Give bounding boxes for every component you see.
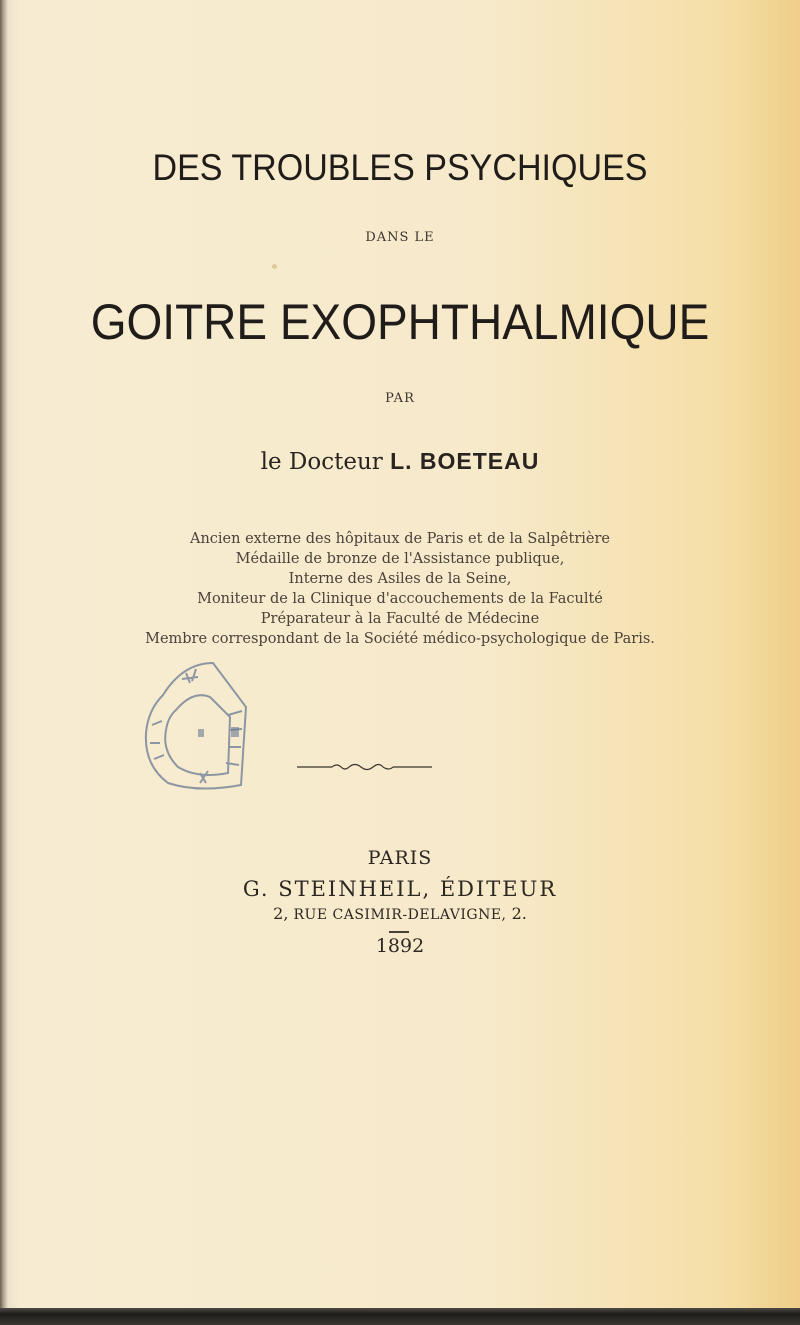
imprint-publisher: G. STEINHEIL, ÉDITEUR <box>242 877 558 901</box>
title-line-3: GOITRE EXOPHTHALMIQUE <box>90 294 710 350</box>
page-bottom-edge <box>0 1308 800 1325</box>
credential-line: Membre correspondant de la Société médico-psychologique de Paris. <box>145 631 655 647</box>
imprint-city: PARIS <box>367 847 433 869</box>
credential-line: Médaille de bronze de l'Assistance publique, <box>235 551 565 567</box>
author-name: L. BOETEAU <box>390 448 540 474</box>
by-label: PAR <box>385 391 415 406</box>
credential-line: Moniteur de la Clinique d'accouchements de la Faculté <box>197 591 603 607</box>
binding-edge <box>0 0 8 1325</box>
address-number: 2, <box>273 904 289 923</box>
title-line-1: DES TROUBLES PSYCHIQUES <box>152 147 648 188</box>
address-end: 2. <box>511 904 527 923</box>
author-prefix: le Docteur <box>260 449 383 475</box>
foxing-spot <box>272 264 277 269</box>
credential-line: Interne des Asiles de la Seine, <box>288 571 512 587</box>
credential-line: Préparateur à la Faculté de Médecine <box>260 611 540 627</box>
library-stamp-icon <box>138 655 268 795</box>
imprint-year: 1892 <box>375 935 425 957</box>
address-street: RUE CASIMIR-DELAVIGNE, <box>293 907 507 923</box>
imprint-address <box>0 904 800 923</box>
credential-line: Ancien externe des hôpitaux de Paris et de la Salpêtrière <box>189 531 610 547</box>
short-rule <box>389 931 409 933</box>
ornamental-divider <box>297 762 432 772</box>
author-line <box>0 448 800 475</box>
title-line-2: DANS LE <box>365 230 435 245</box>
